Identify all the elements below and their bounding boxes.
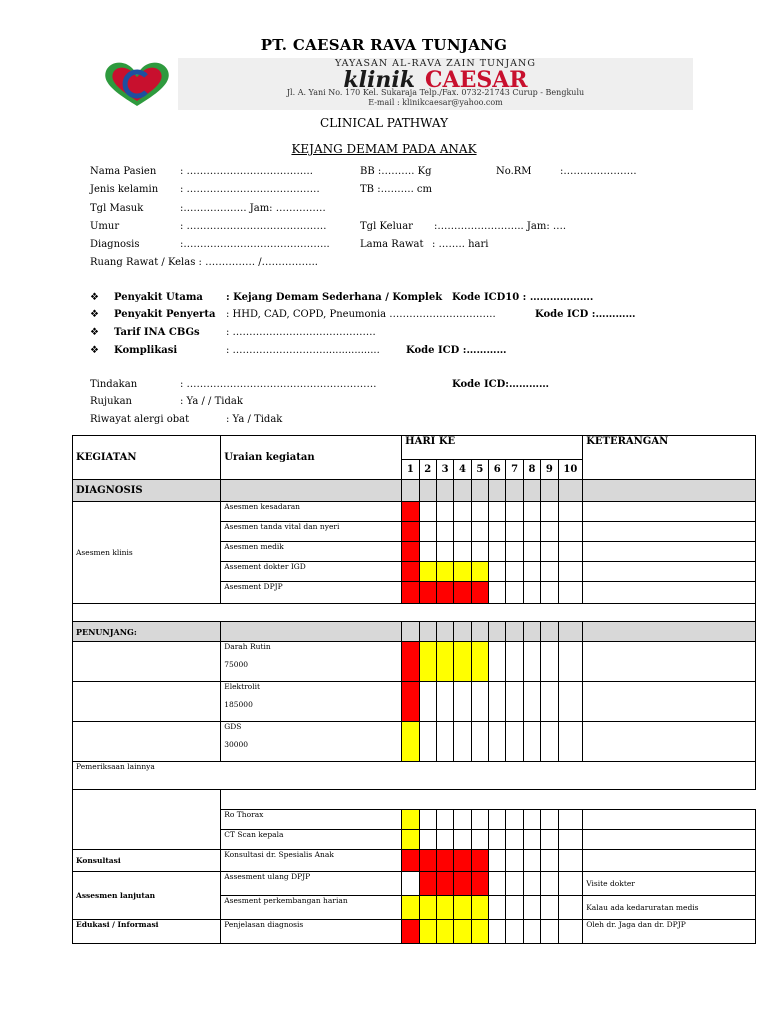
- day-cell[interactable]: [541, 872, 558, 896]
- day-cell[interactable]: [471, 562, 488, 582]
- day-cell[interactable]: [489, 682, 506, 722]
- keterangan-header: KETERANGAN: [583, 436, 756, 480]
- day-cell[interactable]: [419, 896, 436, 920]
- document-title: CLINICAL PATHWAY: [319, 116, 449, 130]
- tgl-masuk-label: Tgl Masuk: [90, 203, 144, 214]
- day-cell[interactable]: [436, 830, 453, 850]
- day-cell[interactable]: [506, 896, 523, 920]
- day-cell[interactable]: [454, 810, 471, 830]
- penyakit-penyerta-code[interactable]: Kode ICD :…………: [535, 309, 636, 320]
- day-cell[interactable]: [419, 920, 436, 944]
- jenis-kelamin-field[interactable]: : …………………….……………: [180, 184, 320, 195]
- day-cell[interactable]: [558, 562, 583, 582]
- alergi-label: Riwayat alergi obat: [90, 414, 190, 425]
- day-cell[interactable]: [506, 682, 523, 722]
- day-cell[interactable]: [506, 850, 523, 872]
- table-row: [73, 682, 756, 722]
- day-7: 7: [506, 460, 523, 480]
- day-cell[interactable]: [541, 850, 558, 872]
- day-cell[interactable]: [402, 722, 419, 762]
- day-cell[interactable]: [436, 850, 453, 872]
- day-5: 5: [471, 460, 488, 480]
- day-cell[interactable]: [419, 562, 436, 582]
- day-cell[interactable]: [489, 582, 506, 604]
- day-cell[interactable]: [541, 682, 558, 722]
- day-cell[interactable]: [558, 850, 583, 872]
- lab-price: 30000: [224, 740, 249, 749]
- penyakit-penyerta-value[interactable]: : HHD, CAD, COPD, Pneumonia …………………………..: [226, 309, 496, 320]
- day-cell[interactable]: [436, 562, 453, 582]
- day-cell[interactable]: [471, 682, 488, 722]
- day-cell[interactable]: [558, 642, 583, 682]
- day-cell[interactable]: [489, 642, 506, 682]
- table-row: [73, 920, 756, 944]
- umur-label: Umur: [90, 221, 120, 232]
- day-cell[interactable]: [506, 722, 523, 762]
- day-cell[interactable]: [402, 830, 419, 850]
- clinic-address: Jl. A. Yani No. 170 Kel. Sukaraja Telp./Fax. 0732-21743 Curup - Bengkulu: [286, 88, 585, 97]
- day-cell[interactable]: [523, 582, 540, 604]
- section-row: [73, 622, 756, 642]
- lama-rawat-field[interactable]: : …….. hari: [432, 239, 489, 250]
- day-cell[interactable]: [402, 642, 419, 682]
- uraian-item: Assement dokter IGD: [221, 562, 402, 582]
- penyakit-utama-label: Penyakit Utama: [114, 292, 203, 303]
- day-cell[interactable]: [523, 502, 540, 522]
- lama-rawat-label: Lama Rawat: [360, 239, 424, 250]
- day-cell[interactable]: [454, 830, 471, 850]
- day-cell[interactable]: [402, 542, 419, 562]
- day-cell[interactable]: [541, 642, 558, 682]
- day-cell[interactable]: [558, 542, 583, 562]
- day-cell[interactable]: [506, 872, 523, 896]
- day-cell[interactable]: [436, 502, 453, 522]
- keterangan-jaga: Oleh dr. Jaga dan dr. DPJP: [583, 920, 756, 944]
- day-cell[interactable]: [541, 502, 558, 522]
- day-cell[interactable]: [541, 722, 558, 762]
- day-cell[interactable]: [454, 682, 471, 722]
- day-cell[interactable]: [402, 522, 419, 542]
- day-cell[interactable]: [471, 830, 488, 850]
- day-4: 4: [454, 460, 471, 480]
- day-cell[interactable]: [402, 562, 419, 582]
- table-row: [73, 762, 756, 790]
- uraian-item: Penjelasan diagnosis: [221, 920, 402, 944]
- day-cell[interactable]: [489, 872, 506, 896]
- day-cell[interactable]: [471, 896, 488, 920]
- day-cell[interactable]: [541, 522, 558, 542]
- day-cell[interactable]: [436, 810, 453, 830]
- heart-c-logo-icon: [96, 58, 178, 110]
- day-cell[interactable]: [471, 542, 488, 562]
- day-cell[interactable]: [436, 872, 453, 896]
- day-cell[interactable]: [454, 896, 471, 920]
- penyakit-utama-value: : Kejang Demam Sederhana / Komplek: [226, 292, 443, 303]
- day-cell[interactable]: [489, 522, 506, 542]
- day-cell[interactable]: [523, 850, 540, 872]
- norm-label: No.RM: [496, 166, 532, 177]
- diagnosis-section: DIAGNOSIS: [73, 480, 221, 502]
- keterangan-cell[interactable]: [583, 562, 756, 582]
- lab-price: 75000: [224, 660, 249, 669]
- day-cell[interactable]: [419, 682, 436, 722]
- uraian-item: Ro Thorax: [221, 810, 402, 830]
- table-row: [73, 810, 756, 830]
- day-cell[interactable]: [471, 722, 488, 762]
- keterangan-darurat: Kalau ada kedaruratan medis: [583, 896, 756, 920]
- day-cell[interactable]: [523, 872, 540, 896]
- day-cell[interactable]: [402, 810, 419, 830]
- day-cell[interactable]: [523, 920, 540, 944]
- tgl-masuk-field[interactable]: :………………. Jam: ……………: [180, 203, 326, 214]
- penyakit-utama-code[interactable]: Kode ICD10 : ……………….: [452, 292, 594, 303]
- tindakan-code[interactable]: Kode ICD:…………: [452, 379, 549, 390]
- keterangan-cell[interactable]: [583, 850, 756, 872]
- uraian-item: Asesmen medik: [221, 542, 402, 562]
- day-cell[interactable]: [541, 920, 558, 944]
- day-cell[interactable]: [541, 562, 558, 582]
- keterangan-cell[interactable]: [583, 582, 756, 604]
- day-cell[interactable]: [489, 810, 506, 830]
- day-cell[interactable]: [523, 682, 540, 722]
- diamond-bullet-icon: ❖: [90, 292, 99, 303]
- asesmen-lanjutan-label: Assesmen lanjutan: [73, 872, 221, 920]
- day-1: 1: [402, 460, 419, 480]
- day-cell[interactable]: [523, 722, 540, 762]
- pemeriksaan-lainnya-label: Pemeriksaan lainnya: [73, 762, 756, 790]
- day-cell[interactable]: [471, 872, 488, 896]
- day-cell[interactable]: [558, 810, 583, 830]
- penyakit-penyerta-label: Penyakit Penyerta: [114, 309, 216, 320]
- day-cell[interactable]: [402, 920, 419, 944]
- tgl-keluar-field[interactable]: :…………………….. Jam: ….: [434, 221, 567, 232]
- day-cell[interactable]: [454, 542, 471, 562]
- keterangan-cell[interactable]: [583, 682, 756, 722]
- keterangan-cell[interactable]: [583, 810, 756, 830]
- rujukan-field[interactable]: : Ya / / Tidak: [180, 396, 243, 407]
- konsultasi-label: Konsultasi: [73, 850, 221, 872]
- day-cell[interactable]: [436, 522, 453, 542]
- tgl-keluar-label: Tgl Keluar: [360, 221, 413, 232]
- edukasi-label: Edukasi / Informasi: [73, 920, 221, 944]
- rujukan-label: Rujukan: [90, 396, 132, 407]
- lab-name: Elektrolit: [224, 682, 261, 691]
- uraian-item: Asesmen tanda vital dan nyeri: [221, 522, 402, 542]
- kegiatan-header: KEGIATAN: [73, 436, 221, 480]
- day-cell[interactable]: [419, 872, 436, 896]
- day-cell[interactable]: [489, 502, 506, 522]
- day-cell[interactable]: [471, 810, 488, 830]
- clinic-email: E-mail : klinikcaesar@yahoo.com: [368, 98, 503, 107]
- day-cell[interactable]: [523, 830, 540, 850]
- day-cell[interactable]: [541, 542, 558, 562]
- keterangan-cell[interactable]: [583, 642, 756, 682]
- day-cell[interactable]: [454, 582, 471, 604]
- day-cell[interactable]: [419, 502, 436, 522]
- jenis-kelamin-label: Jenis kelamin: [90, 184, 159, 195]
- document-subtitle: KEJANG DEMAM PADA ANAK: [291, 142, 477, 156]
- day-cell[interactable]: [454, 722, 471, 762]
- day-cell[interactable]: [523, 896, 540, 920]
- tarif-field[interactable]: : …………………………………….: [226, 327, 376, 338]
- day-cell[interactable]: [402, 872, 419, 896]
- day-cell[interactable]: [489, 830, 506, 850]
- day-cell[interactable]: [436, 722, 453, 762]
- keterangan-cell[interactable]: [583, 522, 756, 542]
- day-cell[interactable]: [541, 582, 558, 604]
- day-cell[interactable]: [506, 562, 523, 582]
- day-cell[interactable]: [454, 850, 471, 872]
- uraian-header: Uraian kegiatan: [221, 436, 402, 480]
- day-cell[interactable]: [402, 682, 419, 722]
- keterangan-cell[interactable]: [583, 542, 756, 562]
- keterangan-cell[interactable]: [583, 722, 756, 762]
- day-cell[interactable]: [454, 502, 471, 522]
- day-cell[interactable]: [454, 522, 471, 542]
- brand-caesar: CAESAR: [424, 67, 528, 93]
- day-cell[interactable]: [489, 722, 506, 762]
- day-cell[interactable]: [436, 542, 453, 562]
- table-row: [73, 872, 756, 896]
- lab-name: Darah Rutin: [224, 642, 271, 651]
- day-cell[interactable]: [489, 850, 506, 872]
- table-row: [73, 722, 756, 762]
- day-cell[interactable]: [402, 582, 419, 604]
- day-cell[interactable]: [471, 582, 488, 604]
- day-cell[interactable]: [419, 830, 436, 850]
- foundation-name: YAYASAN AL-RAVA ZAIN TUNJANG: [335, 58, 536, 69]
- asesmen-klinis-label: Asesmen klinis: [73, 502, 221, 604]
- day-cell[interactable]: [506, 542, 523, 562]
- day-cell[interactable]: [419, 810, 436, 830]
- lab-item: [221, 722, 402, 762]
- day-6: 6: [489, 460, 506, 480]
- day-3: 3: [436, 460, 453, 480]
- komplikasi-label: Komplikasi: [114, 345, 178, 356]
- hari-ke-header: HARI KE: [402, 436, 583, 460]
- day-cell[interactable]: [471, 522, 488, 542]
- day-cell[interactable]: [402, 896, 419, 920]
- umur-field[interactable]: : ……………………………………: [180, 221, 327, 232]
- day-2: 2: [419, 460, 436, 480]
- day-cell[interactable]: [419, 582, 436, 604]
- day-cell[interactable]: [523, 642, 540, 682]
- day-cell[interactable]: [419, 850, 436, 872]
- lab-name: GDS: [224, 722, 242, 731]
- table-row: [73, 604, 756, 622]
- day-cell[interactable]: [523, 522, 540, 542]
- day-cell[interactable]: [471, 920, 488, 944]
- day-cell[interactable]: [489, 562, 506, 582]
- norm-field[interactable]: :………………….: [560, 166, 637, 177]
- day-8: 8: [523, 460, 540, 480]
- komplikasi-field[interactable]: : ………………………..................: [226, 345, 380, 356]
- day-cell[interactable]: [558, 920, 583, 944]
- diamond-bullet-icon: ❖: [90, 345, 99, 356]
- uraian-item: Asesmen kesadaran: [221, 502, 402, 522]
- day-cell[interactable]: [436, 896, 453, 920]
- brand-klinik: klinik: [343, 67, 415, 93]
- day-cell[interactable]: [419, 722, 436, 762]
- day-cell[interactable]: [523, 810, 540, 830]
- day-cell[interactable]: [402, 850, 419, 872]
- day-9: 9: [541, 460, 558, 480]
- day-cell[interactable]: [454, 562, 471, 582]
- day-cell[interactable]: [489, 896, 506, 920]
- day-cell[interactable]: [558, 522, 583, 542]
- nama-pasien-label: Nama Pasien: [90, 166, 157, 177]
- section-row: [73, 480, 756, 502]
- day-cell[interactable]: [558, 872, 583, 896]
- day-cell[interactable]: [489, 542, 506, 562]
- diamond-bullet-icon: ❖: [90, 309, 99, 320]
- diagnosis-label: Diagnosis: [90, 239, 140, 250]
- lab-price: 185000: [224, 700, 253, 709]
- day-cell[interactable]: [471, 502, 488, 522]
- day-cell[interactable]: [558, 896, 583, 920]
- day-cell[interactable]: [558, 582, 583, 604]
- keterangan-cell[interactable]: [583, 502, 756, 522]
- penunjang-section: PENUNJANG:: [73, 622, 221, 642]
- day-cell[interactable]: [506, 502, 523, 522]
- day-cell[interactable]: [419, 522, 436, 542]
- day-cell[interactable]: [506, 522, 523, 542]
- day-cell[interactable]: [506, 582, 523, 604]
- tindakan-field[interactable]: : …………………………………………………: [180, 379, 377, 390]
- day-cell[interactable]: [471, 850, 488, 872]
- day-cell[interactable]: [506, 920, 523, 944]
- uraian-item: Konsultasi dr. Spesialis Anak: [221, 850, 402, 872]
- day-cell[interactable]: [436, 920, 453, 944]
- uraian-item: CT Scan kepala: [221, 830, 402, 850]
- table-row: [73, 850, 756, 872]
- day-cell[interactable]: [419, 542, 436, 562]
- day-cell[interactable]: [558, 830, 583, 850]
- day-cell[interactable]: [541, 830, 558, 850]
- day-cell[interactable]: [541, 896, 558, 920]
- day-cell[interactable]: [558, 682, 583, 722]
- tindakan-label: Tindakan: [90, 379, 138, 390]
- day-cell[interactable]: [454, 642, 471, 682]
- day-cell[interactable]: [523, 542, 540, 562]
- table-row: [73, 790, 756, 810]
- day-cell[interactable]: [506, 830, 523, 850]
- ruang-rawat-field[interactable]: Ruang Rawat / Kelas : …………… /……………..: [90, 257, 318, 268]
- komplikasi-code[interactable]: Kode ICD :…………: [406, 345, 507, 356]
- day-cell[interactable]: [558, 502, 583, 522]
- day-cell[interactable]: [419, 642, 436, 682]
- tarif-label: Tarif INA CBGs: [114, 327, 200, 338]
- day-cell[interactable]: [558, 722, 583, 762]
- day-cell[interactable]: [436, 582, 453, 604]
- day-cell[interactable]: [541, 810, 558, 830]
- day-cell[interactable]: [436, 642, 453, 682]
- table-row: [73, 502, 756, 522]
- diagnosis-field[interactable]: :……………………………………..: [180, 239, 330, 250]
- uraian-item: Assesment ulang DPJP: [221, 872, 402, 896]
- lab-item: [221, 642, 402, 682]
- day-10: 10: [558, 460, 583, 480]
- table-row: [73, 642, 756, 682]
- day-cell[interactable]: [506, 810, 523, 830]
- day-cell[interactable]: [471, 642, 488, 682]
- diamond-bullet-icon: ❖: [90, 327, 99, 338]
- keterangan-visite: Visite dokter: [583, 872, 756, 896]
- day-cell[interactable]: [454, 920, 471, 944]
- day-cell[interactable]: [506, 642, 523, 682]
- uraian-item: Asesment DPJP: [221, 582, 402, 604]
- day-cell[interactable]: [523, 562, 540, 582]
- company-name: PT. CAESAR RAVA TUNJANG: [260, 36, 508, 54]
- alergi-field[interactable]: : Ya / Tidak: [226, 414, 283, 425]
- day-cell[interactable]: [402, 502, 419, 522]
- day-cell[interactable]: [454, 872, 471, 896]
- day-cell[interactable]: [436, 682, 453, 722]
- lab-item: [221, 682, 402, 722]
- pathway-table: [72, 435, 756, 944]
- uraian-item: Asesment perkembangan harian: [221, 896, 402, 920]
- day-cell[interactable]: [489, 920, 506, 944]
- table-row: [73, 830, 756, 850]
- keterangan-cell[interactable]: [583, 830, 756, 850]
- bb-field[interactable]: BB :………. Kg: [360, 166, 432, 177]
- tb-field[interactable]: TB :………. cm: [360, 184, 433, 195]
- nama-pasien-field[interactable]: : ………………………………..: [180, 166, 313, 177]
